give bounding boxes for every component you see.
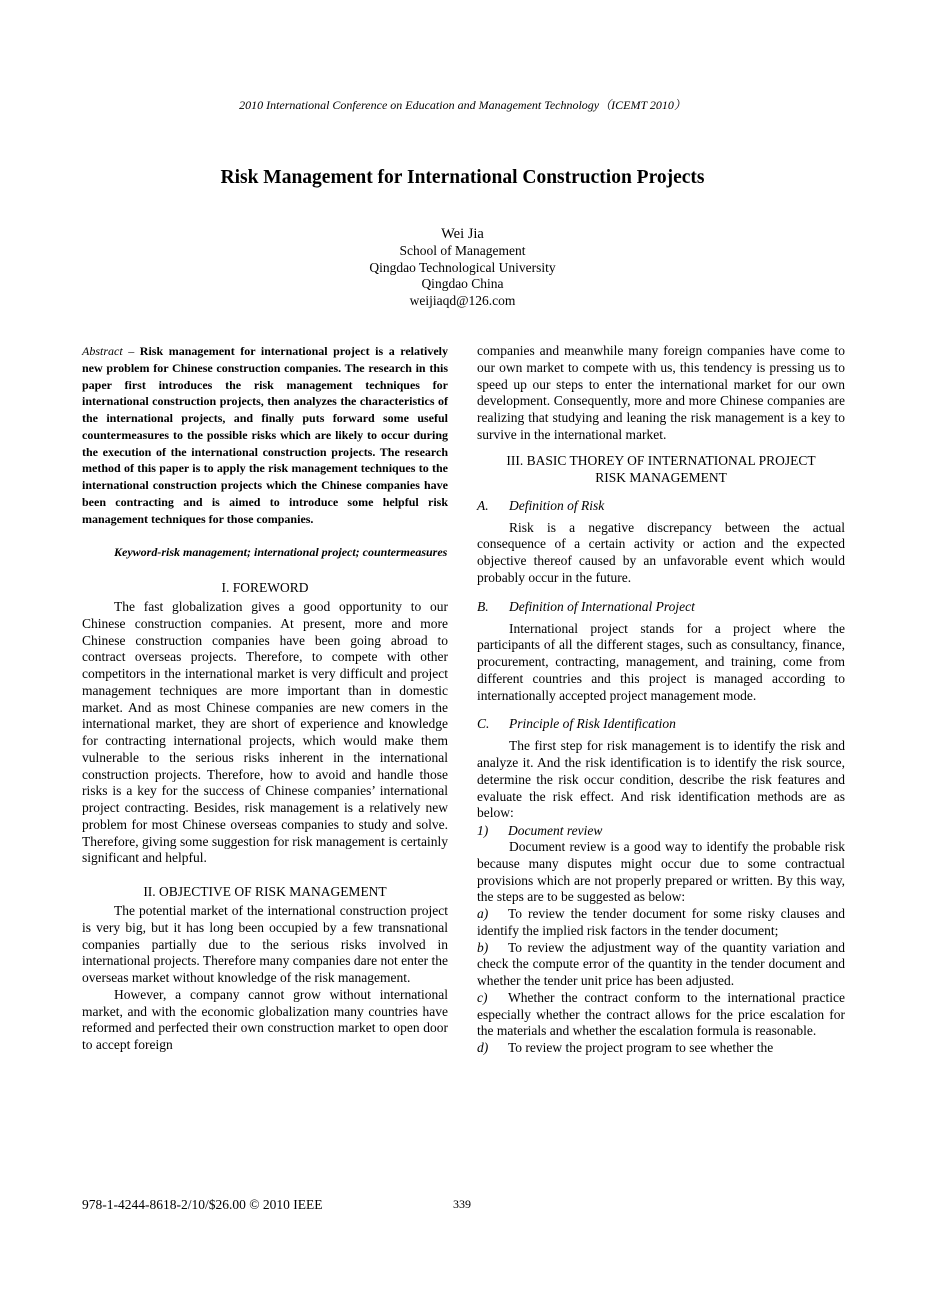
list-item	[477, 940, 845, 990]
author-dept: School of Management	[399, 243, 526, 258]
paragraph: companies and meanwhile many foreign companies have come to our own market to compete with us, this tendency is pressing us to speed up our steps to enter the international market for our own development. Consequently, more and more Chinese companies are realizing that studying and leaning the risk management is a key to survive in the international market.	[477, 343, 845, 442]
abstract	[82, 343, 448, 527]
list-text: To review the tender document for some risky clauses and identify the implied risk factors in the tender document;	[477, 906, 845, 938]
paragraph: However, a company cannot grow without international market, and with the economic globalization many countries have reformed and perfected their own construction market to open door to accept foreign	[82, 986, 448, 1052]
paragraph: The potential market of the international construction project is very big, but it has long been occupied by a few transnational companies partially due to the serious risks involved in international projects. Therefore many companies dare not enter the overseas market without knowledge of the risk management.	[82, 903, 448, 985]
paragraph: Document review is a good way to identify the probable risk because many disputes might occur due to some contractual provisions which are not properly prepared or written. By this way, the steps are to be suggested as below:	[477, 839, 845, 905]
footer-isbn: 978-1-4244-8618-2/10/$26.00 © 2010 IEEE	[82, 1197, 323, 1212]
list-heading-document-review	[477, 822, 845, 839]
list-item	[477, 906, 845, 940]
section-heading-line: RISK MANAGEMENT	[595, 469, 727, 485]
abstract-label: Abstract	[82, 344, 123, 358]
section-heading-objective: II. OBJECTIVE OF RISK MANAGEMENT	[143, 884, 387, 899]
section-heading-basic-theory	[477, 452, 845, 486]
author-email: weijiaqd@126.com	[409, 292, 516, 308]
paragraph: The fast globalization gives a good opportunity to our Chinese construction companies. At present, more and more Chinese construction companies have been going abroad to contract overseas projects. Therefore, to compete with other competitors in the international market is very difficult and project management techniques are more important than in domestic market. And as most Chinese companies are new comers in the international market, they are short of experience and knowledge for contracting international projects, which would make them vulnerable to the serious risks inherent in the international construction projects. Therefore, how to avoid and handle those risks is a key for the success of Chinese companies’ international project contracting. Besides, risk management is a relatively new problem for most Chinese overseas companies to study and solve. Therefore, giving some suggestion for risk management is certainly significant and helpful.	[82, 599, 448, 866]
subsection-number: B.	[477, 598, 489, 614]
list-number: 1)	[477, 823, 489, 838]
paragraph: The first step for risk management is to identify the risk and analyze it. And the risk identification is to identify the risk source, determine the risk occur condition, describe the risk features and evaluate the risk effect. And risk identification methods are as below:	[477, 738, 845, 821]
keywords: Keyword-risk management; international project; countermeasures	[114, 545, 448, 560]
subsection-heading-b	[477, 598, 845, 615]
page-number: 339	[453, 1197, 471, 1211]
subsection-number: A.	[477, 497, 489, 513]
subsection-title: Principle of Risk Identification	[509, 716, 676, 732]
subsection-number: C.	[477, 716, 490, 732]
section-heading-foreword: I. FOREWORD	[221, 580, 309, 595]
paragraph: Risk is a negative discrepancy between the actual consequence of a certain activity or action and the expected objective thereof caused by an unfavorable event which would probably occur in the future.	[477, 519, 845, 585]
list-text: Whether the contract conform to the international practice especially whether the contract allows for the price escalation for the materials and whether the escalation formula is reasonable.	[477, 989, 845, 1039]
list-text: To review the project program to see whether the	[508, 1040, 774, 1055]
subsection-heading-a	[477, 497, 845, 514]
list-item	[477, 1040, 845, 1057]
subsection-title: Definition of Risk	[509, 497, 605, 513]
list-marker: b)	[477, 939, 489, 955]
section-heading-line: III. BASIC THOREY OF INTERNATIONAL PROJECT	[506, 452, 816, 468]
abstract-text: Risk management for international project is a relatively new problem for Chinese construction companies. The research in this paper first introduces the risk management techniques for international construction projects, then analyzes the characteristics of the international projects, and finally puts forward some useful countermeasures to the possible risks which are likely to occur during the execution of the international construction projects. The research method of this paper is to apply the risk management techniques to the international construction projects which the Chinese companies have been contracting and is aimed to introduce some helpful risk management techniques for those companies.	[82, 344, 449, 526]
conference-header: 2010 International Conference on Education and Management Technology（ICEMT 2010）	[239, 98, 686, 112]
abstract-dash: –	[122, 344, 140, 358]
list-marker: c)	[477, 989, 488, 1005]
author-university: Qingdao Technological University	[369, 259, 556, 275]
left-column	[82, 343, 448, 1054]
subsection-title: Definition of International Project	[509, 598, 695, 614]
list-text: To review the adjustment way of the quantity variation and check the compute error of the quantity in the tender document and whether the tender unit price has been adjusted.	[477, 939, 845, 988]
author-location: Qingdao China	[421, 276, 504, 292]
author-block	[0, 226, 925, 309]
list-title: Document review	[508, 823, 603, 838]
paragraph: International project stands for a project where the participants of all the different stages, such as consultancy, finance, procurement, contracting, management, and training, come from different countries and this project is managed according to internationally accepted project management mode.	[477, 620, 845, 703]
paper-title: Risk Management for International Construction Projects	[220, 167, 705, 188]
author-name: Wei Jia	[441, 226, 484, 242]
list-marker: d)	[477, 1040, 489, 1055]
right-column	[477, 343, 845, 1057]
subsection-heading-c	[477, 715, 845, 732]
list-item	[477, 990, 845, 1040]
list-marker: a)	[477, 906, 489, 921]
